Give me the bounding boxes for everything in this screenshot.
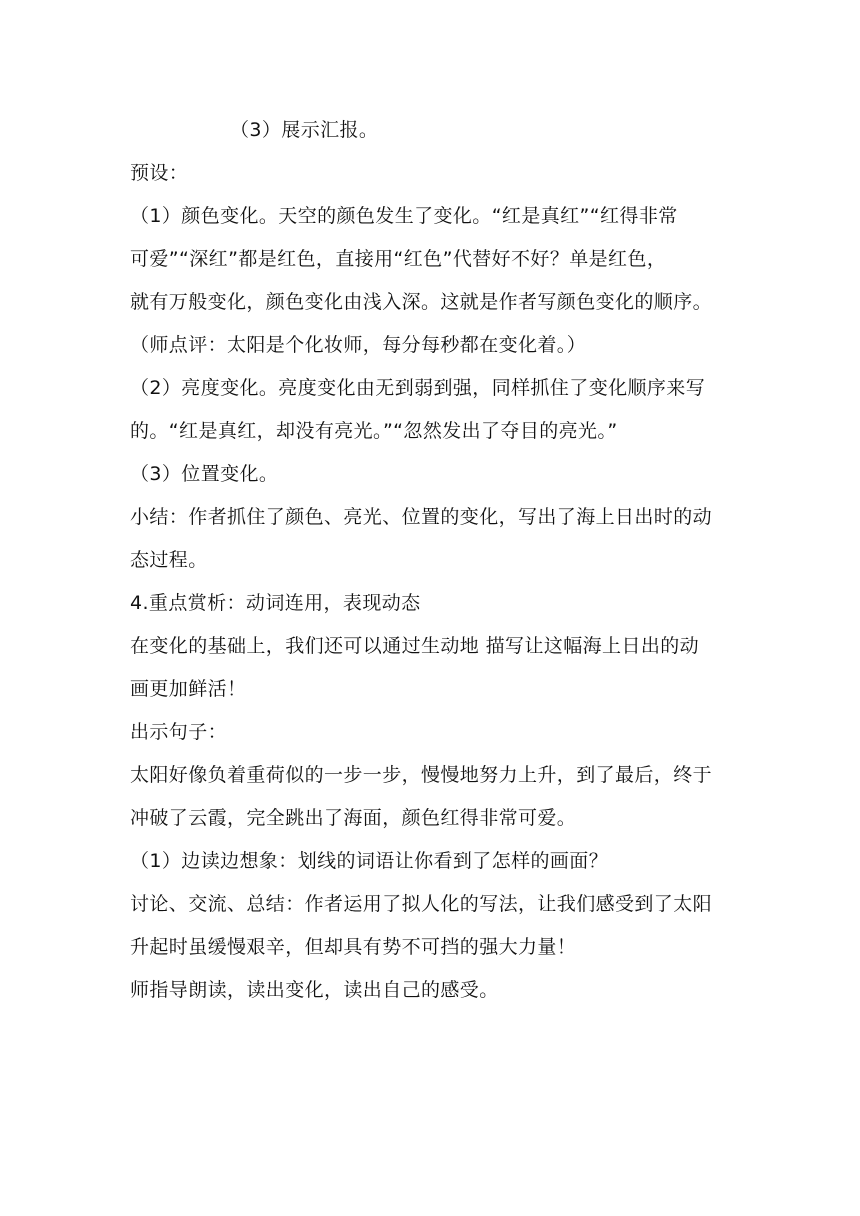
paragraph-line-quoted-sentence-2: 冲破了云霞，完全跳出了海面，颜色红得非常可爱。 [130, 807, 577, 829]
paragraph-line-color-change-1: （1）颜色变化。天空的颜色发生了变化。“红是真红”“红得非常 [130, 205, 678, 227]
paragraph-line-vivid-description-1: 在变化的基础上，我们还可以通过生动地 描写让这幅海上日出的动 [130, 635, 700, 657]
line-gap [130, 492, 734, 499]
line-gap [130, 277, 734, 284]
paragraph-line-position-change: （3）位置变化。 [130, 463, 279, 485]
line-gap [130, 406, 734, 413]
paragraph-line-summary-2: 态过程。 [130, 549, 208, 571]
line-gap [130, 621, 734, 628]
line-gap [130, 879, 734, 886]
line-gap [130, 664, 734, 671]
line-gap [130, 148, 734, 155]
paragraph-line-brightness-change-2: 的。“红是真红，却没有亮光。”“忽然发出了夺目的亮光。” [130, 420, 618, 442]
paragraph-line-read-imagine: （1）边读边想象：划线的词语让你看到了怎样的画面？ [130, 850, 609, 872]
line-gap [130, 363, 734, 370]
line-gap [130, 535, 734, 542]
paragraph-line-color-change-3: 就有万般变化，颜色变化由浅入深。这就是作者写颜色变化的顺序。 [130, 291, 713, 313]
paragraph-line-quoted-sentence-1: 太阳好像负着重荷似的一步一步，慢慢地努力上升，到了最后，终于 [130, 764, 713, 786]
line-gap [130, 320, 734, 327]
line-gap [130, 449, 734, 456]
paragraph-line-preset-heading: 预设： [130, 162, 189, 184]
paragraph-line-brightness-change-1: （2）亮度变化。亮度变化由无到弱到强，同样抓住了变化顺序来写 [130, 377, 706, 399]
line-gap [130, 707, 734, 714]
document-body [130, 112, 734, 1008]
paragraph-line-discussion-2: 升起时虽缓慢艰辛，但却具有势不可挡的强大力量！ [130, 936, 577, 958]
paragraph-line-step-3-report: （3）展示汇报。 [230, 119, 379, 141]
paragraph-line-show-sentence: 出示句子： [130, 721, 228, 743]
paragraph-line-discussion-1: 讨论、交流、总结：作者运用了拟人化的写法，让我们感受到了太阳 [130, 893, 713, 915]
paragraph-line-color-change-2: 可爱”“深红”都是红色，直接用“红色”代替好不好？单是红色， [130, 248, 667, 270]
section-heading-key-analysis: 4.重点赏析：动词连用，表现动态 [130, 592, 421, 614]
paragraph-line-vivid-description-2: 画更加鲜活！ [130, 678, 247, 700]
line-gap [130, 922, 734, 929]
paragraph-line-teacher-comment: （师点评：太阳是个化妆师，每分每秒都在变化着。） [130, 334, 587, 356]
line-gap [130, 750, 734, 757]
paragraph-line-summary-1: 小结：作者抓住了颜色、亮光、位置的变化，写出了海上日出时的动 [130, 506, 713, 528]
line-gap [130, 191, 734, 198]
line-gap [130, 234, 734, 241]
line-gap [130, 578, 734, 585]
line-gap [130, 965, 734, 972]
line-gap [130, 793, 734, 800]
line-gap [130, 836, 734, 843]
paragraph-line-guided-reading: 师指导朗读，读出变化，读出自己的感受。 [130, 979, 499, 1001]
